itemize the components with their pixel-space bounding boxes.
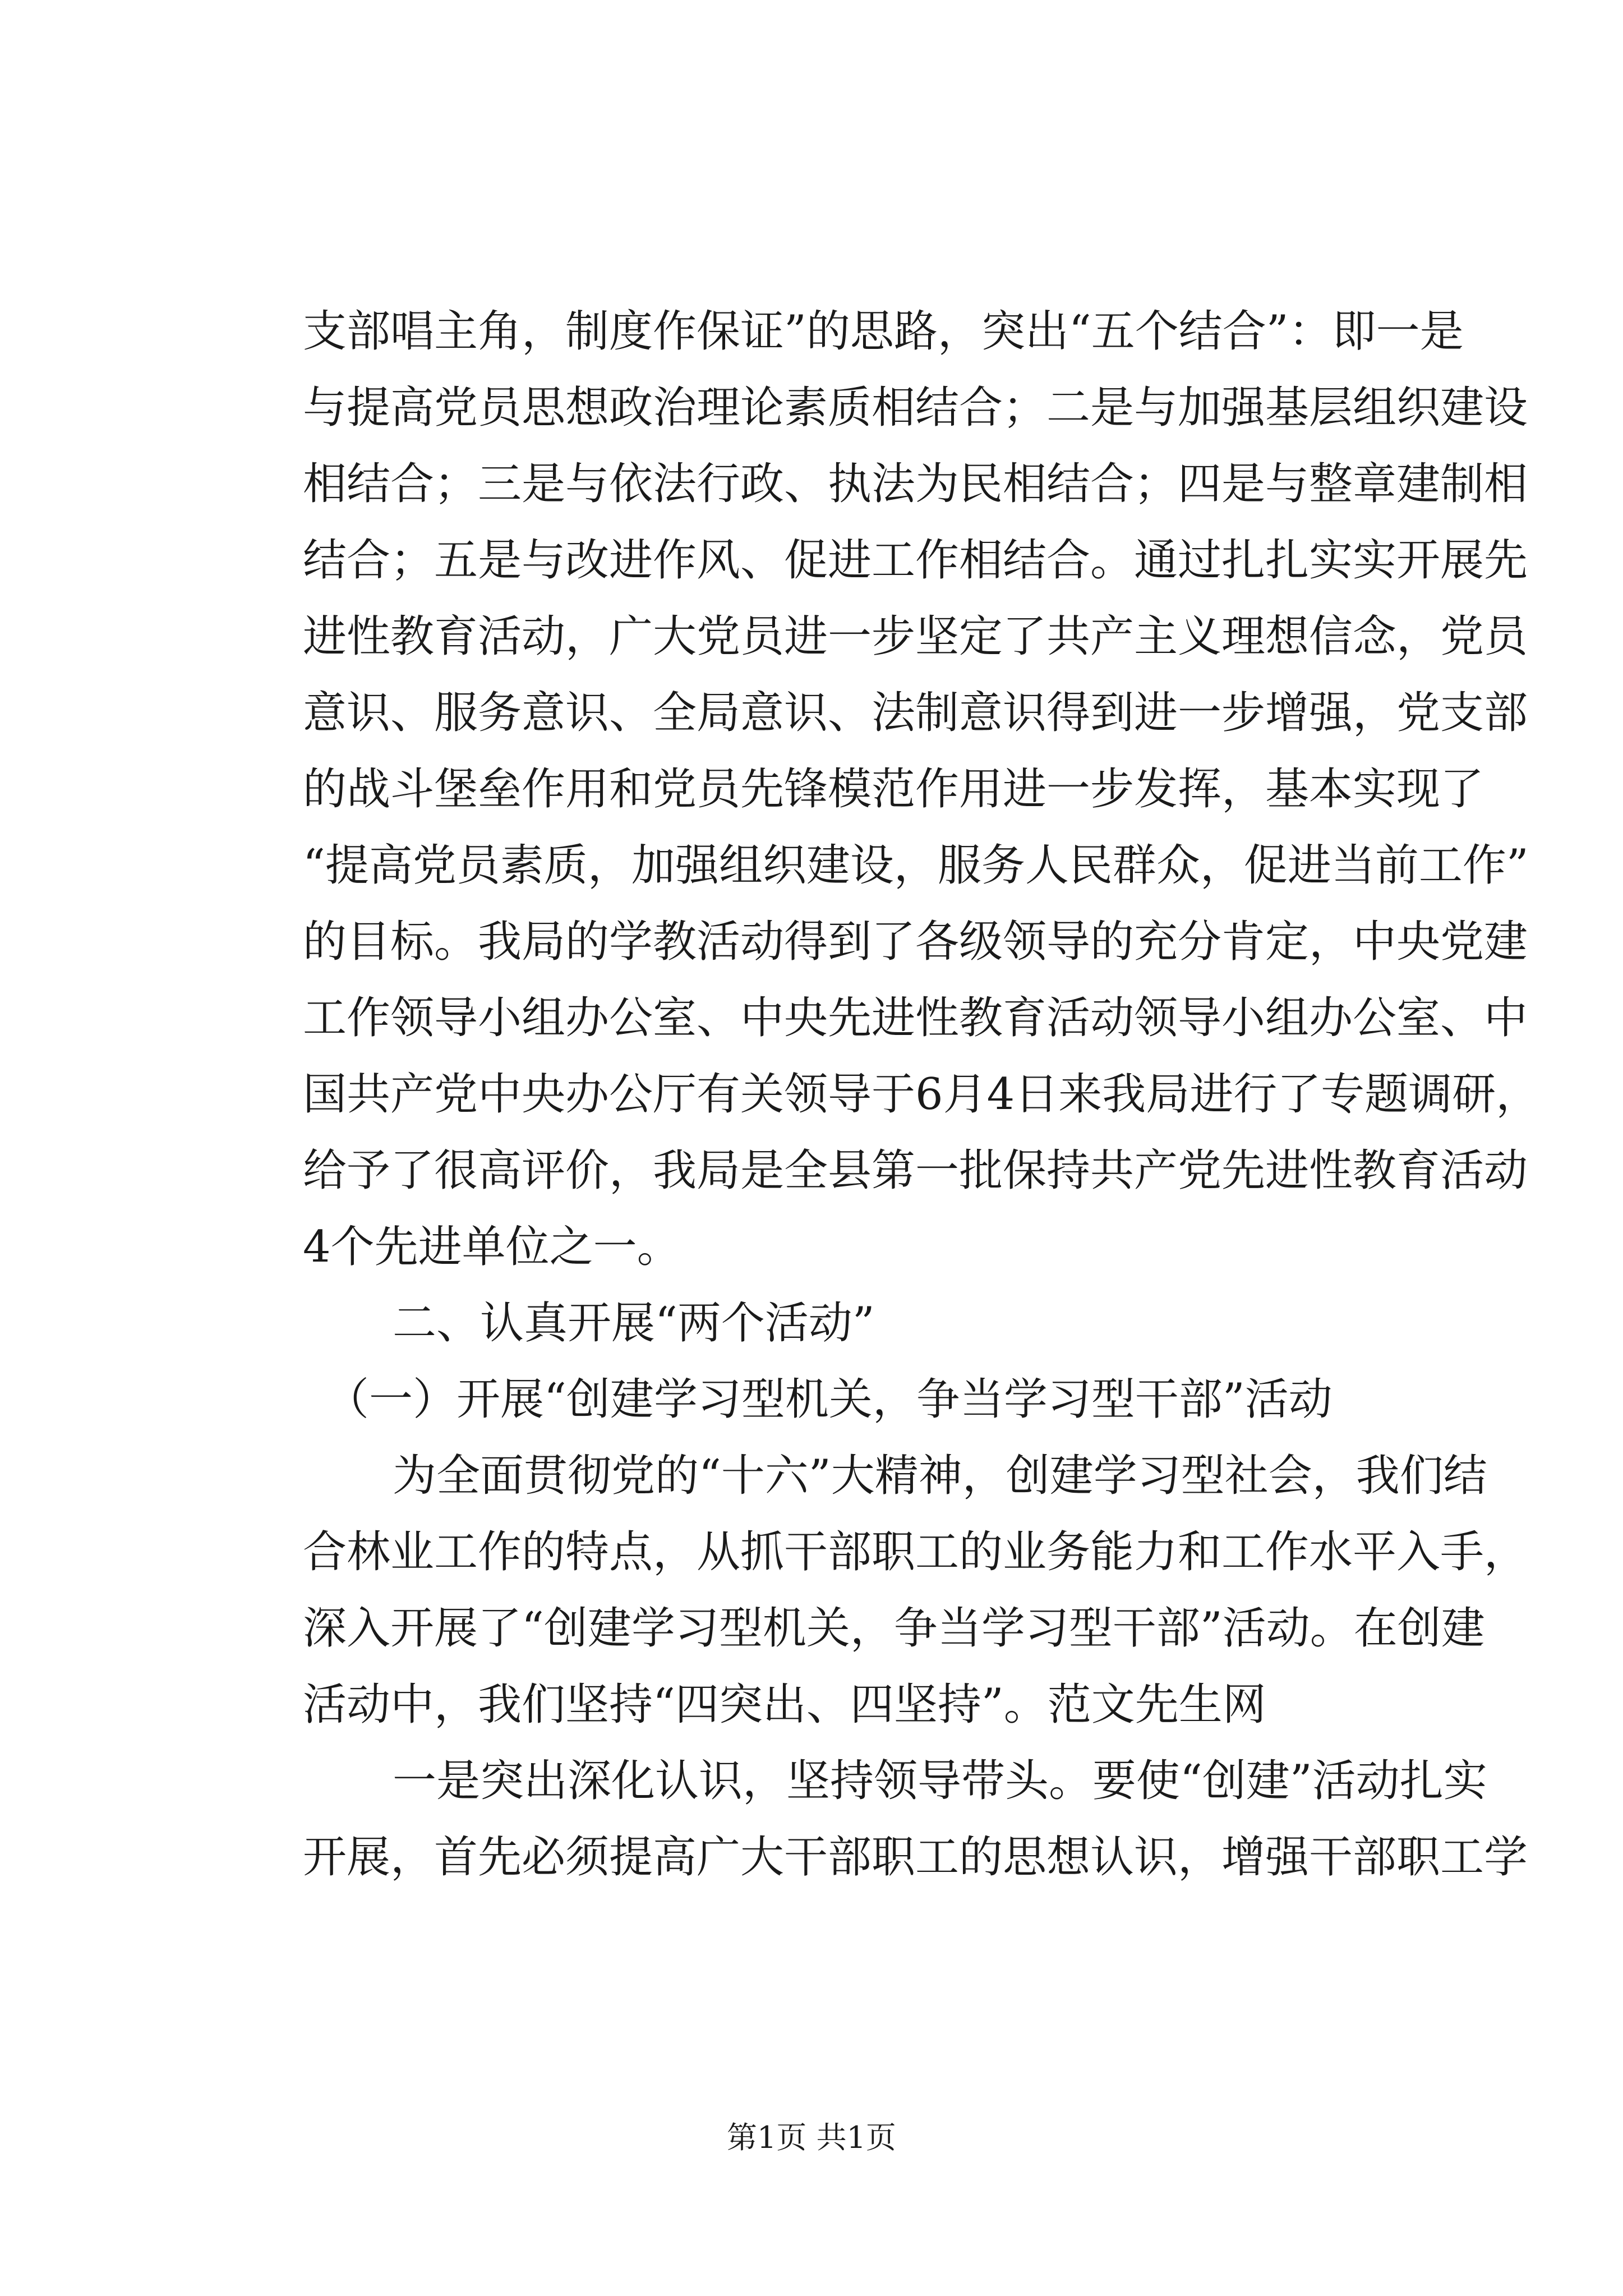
text-line: 工作领导小组办公室、中央先进性教育活动领导小组办公室、中 bbox=[303, 993, 1528, 1043]
text-line: 活动中，我们坚持“四突出、四坚持”。范文先生网 bbox=[303, 1680, 1266, 1730]
text-line: 给予了很高评价，我局是全县第一批保持共产党先进性教育活动 bbox=[303, 1145, 1528, 1196]
text-line: 与提高党员思想政治理论素质相结合；二是与加强基层组织建设 bbox=[303, 383, 1528, 433]
text-line: 4个先进单位之一。 bbox=[303, 1222, 681, 1272]
text-line: 的战斗堡垒作用和党员先锋模范作用进一步发挥，基本实现了 bbox=[303, 764, 1484, 815]
text-line: 意识、服务意识、全局意识、法制意识得到进一步增强，党支部 bbox=[303, 688, 1528, 738]
text-line: 合林业工作的特点，从抓干部职工的业务能力和工作水平入手， bbox=[303, 1527, 1528, 1577]
page-footer: 第1页 共1页 bbox=[727, 2120, 896, 2155]
subsection-heading: （一）开展“创建学习型机关，争当学习型干部”活动 bbox=[325, 1374, 1332, 1425]
section-heading: 二、认真开展“两个活动” bbox=[393, 1298, 875, 1349]
text-line: 开展，首先必须提高广大干部职工的思想认识，增强干部职工学 bbox=[303, 1832, 1528, 1883]
paragraph-start-line: 为全面贯彻党的“十六”大精神，创建学习型社会，我们结 bbox=[393, 1451, 1487, 1501]
text-line: “提高党员素质，加强组织建设，服务人民群众，促进当前工作” bbox=[303, 840, 1529, 891]
text-line: 结合；五是与改进作风、促进工作相结合。通过扎扎实实开展先 bbox=[303, 535, 1528, 586]
text-line: 相结合；三是与依法行政、执法为民相结合；四是与整章建制相 bbox=[303, 459, 1528, 509]
text-line: 国共产党中央办公厅有关领导于6月4日来我局进行了专题调研， bbox=[303, 1069, 1540, 1120]
text-line: 的目标。我局的学教活动得到了各级领导的充分肯定，中央党建 bbox=[303, 917, 1528, 967]
paragraph-start-line: 一是突出深化认识，坚持领导带头。要使“创建”活动扎实 bbox=[393, 1756, 1487, 1806]
text-line: 进性教育活动，广大党员进一步坚定了共产主义理想信念，党员 bbox=[303, 611, 1528, 662]
text-line: 深入开展了“创建学习型机关，争当学习型干部”活动。在创建 bbox=[303, 1603, 1485, 1654]
text-line: 支部唱主角，制度作保证”的思路，突出“五个结合”：即一是 bbox=[303, 306, 1464, 357]
